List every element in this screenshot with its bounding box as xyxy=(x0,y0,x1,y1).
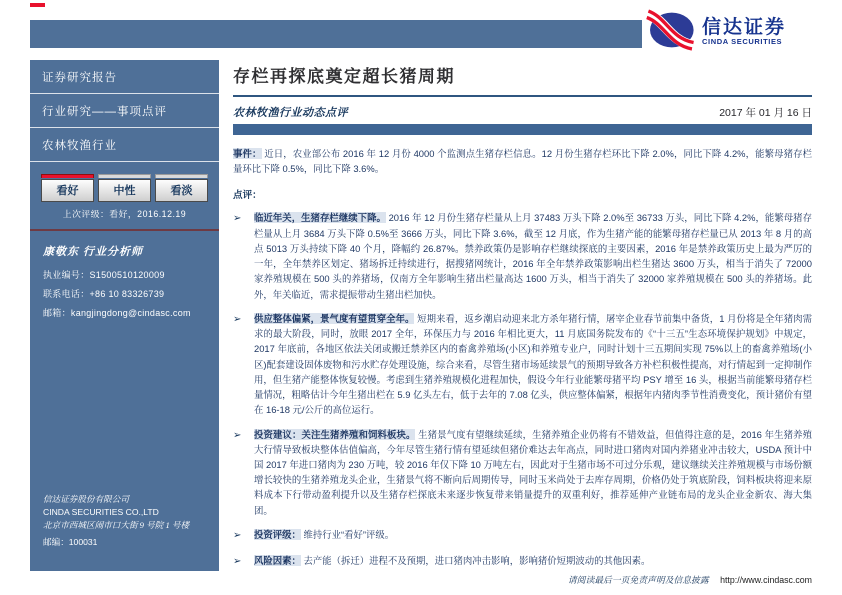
event-label: 事件： xyxy=(233,148,262,159)
company-block xyxy=(43,493,213,549)
analyst-name: 康敬东 行业分析师 xyxy=(43,246,144,258)
rating-selected-stripe xyxy=(41,174,94,178)
brand-logo xyxy=(646,9,814,55)
bullet-arrow-icon: ➢ xyxy=(233,213,242,225)
event-paragraph xyxy=(233,146,812,176)
subtitle-blue-bar xyxy=(233,124,812,135)
event-text: 近日，农业部公布 2016 年 12 月份 4000 个监测点生猪存栏信息。12 月份生猪存栏环比下降 2.0%，同比下降 4.2%，能繁母猪存栏量环比下降 0.5%，同比下降 3.6%。 xyxy=(233,148,812,175)
rating-selector xyxy=(41,174,208,202)
brand-name-en: CINDA SECURITIES xyxy=(702,37,783,47)
comment-bullet: ➢ 供应整体偏紧，景气度有望贯穿全年。 短期来看，返乡潮启动迎来北方杀年猪行情，屠宰企业春节前集中备货，1 月份将是全年猪肉需求的最大阶段，同时，放眼 2017 全年，环保压力与 2016 年相比更大，11 月底国务院发布的《“十三五”生态环境保护规划》中规定，2017 年底前，各地区依法关闭或搬迁禁养区内的畜禽养殖场(小区)和养殖专业户，同时计划十三五期间实现 75%以上的畜禽养殖场(小区)配套建设固体废物和污水贮存处理设施，综合来看，尽管生猪市场延续景气的预期导致各方补栏积极性提高，对行情起到一定抑制作用，但生猪产能整体恢复较慢。考虑到生猪养殖规模化进程加快，假设今年行业能繁母猪平均 PSY 增至 16 头，根据当前能繁母猪存栏量情况，粗略估计今年生猪出栏在 5.9 亿头左右，低于去年的 7.08 亿头，供应整体偏紧，根据年内猪肉季节性消费变化，预计猪价有望在 16-18 元/公斤的高位运行。 xyxy=(233,311,812,418)
page-corner-mark xyxy=(30,3,45,7)
page-footer xyxy=(568,573,812,586)
analyst-block xyxy=(30,231,219,319)
header-blue-bar xyxy=(30,20,642,48)
rating-stripe xyxy=(98,174,151,178)
bullet-arrow-icon: ➢ xyxy=(233,429,242,441)
comment-bullet: ➢ 投资建议：关注生猪养殖和饲料板块。 生猪景气度有望继续延续，生猪养殖企业仍将有不错效益，但值得注意的是，2016 年生猪养殖大行情导致板块整体估值偏高，今年尽管生猪行情有望延续但猪价难达去年高点，同时进口猪肉对国内养猪业冲击较大，USDA 预计中国 2017 年进口猪肉为 230 万吨，较 2016 年仅下降 10 万吨左右，因此对于生猪市场不可过分乐观，建议继续关注养殖规模与市场份额增长较快的生猪养殖龙头企业，生猪景气将不断向后周期传导，同时玉米尚处于去库存周期，价格仍处于筑底阶段，饲料板块将迎来原料成本下行带动盈利提升以及生猪存栏探底未来逐步恢复带来销量提升的双重利好，推荐延伸产业链布局的龙头企业金新农、海大集团。 xyxy=(233,427,812,518)
report-body xyxy=(233,62,812,570)
rating-option-positive[interactable]: 看好 xyxy=(41,174,94,202)
company-address: 北京市西城区闹市口大街 9 号院 1 号楼 xyxy=(43,520,190,531)
sidebar-item-industry: 农林牧渔行业 xyxy=(30,128,219,162)
page-title: 存栏再探底奠定超长猪周期 xyxy=(233,67,455,86)
analyst-email[interactable]: 邮箱：kangjingdong@cindasc.com xyxy=(43,308,191,318)
bullet-arrow-icon: ➢ xyxy=(233,529,242,541)
disclaimer-note: 请阅读最后一页免责声明及信息披露 xyxy=(567,575,709,585)
company-url-link[interactable]: http://www.cindasc.com xyxy=(720,575,812,585)
title-divider xyxy=(233,95,812,97)
sidebar-item-report-type: 证券研究报告 xyxy=(30,60,219,94)
risk-bullet: ➢ 风险因素： 去产能（拆迁）进程不及预期，进口猪肉冲击影响，影响猪价短期波动的其他因素。 xyxy=(233,553,812,570)
rating-option-negative[interactable]: 看淡 xyxy=(155,174,208,202)
rating-stripe xyxy=(155,174,208,178)
bullet-arrow-icon: ➢ xyxy=(233,313,242,325)
company-postcode: 邮编：100031 xyxy=(43,536,98,547)
rating-bullet: ➢ 投资评级： 维持行业“看好”评级。 xyxy=(233,527,812,544)
bullet-arrow-icon: ➢ xyxy=(233,556,242,568)
cinda-swoosh-icon xyxy=(646,8,696,57)
comment-label: 点评： xyxy=(233,190,262,202)
comment-bullet: ➢ 临近年关，生猪存栏继续下降。 2016 年 12 月份生猪存栏量从上月 37483 万头下降 2.0%至 36733 万头，同比下降 4.2%，能繁母猪存栏量从上月 3684 万头下降 0.5%至 3666 万头，同比下降 3.6%，截至 12 月底，作为生猪产能的能繁母猪存栏量已从 2013 年 8 月的高点 5013 万头持续下降 40 个月，降幅约 26.87%。禁养政策仍是影响存栏继续探底的主要因素，2016 年是禁养政策历史上最为严厉的一年，全年禁养区划定、猪场拆迁持续进行，据搜猪网统计，2016 年全年禁养政策影响出栏生猪达 3600 万头，相当于消失了 72000 家养殖规模在 500 头的养猪场，仅南方全年影响生猪出栏量高达 1600 万头，相当于消失了 32000 家养殖规模在 500 头的养猪场。此外，年关临近，需求提振带动生猪出栏加快。 xyxy=(233,210,812,301)
company-name-cn: 信达证券股份有限公司 xyxy=(43,493,129,504)
report-subtitle: 农林牧渔行业动态点评 xyxy=(233,107,348,119)
report-sidebar xyxy=(30,60,219,571)
rating-option-neutral[interactable]: 中性 xyxy=(98,174,151,202)
analyst-license: 执业编号：S1500510120009 xyxy=(43,270,165,280)
sidebar-item-research-type: 行业研究——事项点评 xyxy=(30,94,219,128)
analyst-phone: 联系电话：+86 10 83326739 xyxy=(43,289,165,299)
brand-name-cn: 信达证券 xyxy=(702,17,787,39)
report-date: 2017 年 01 月 16 日 xyxy=(719,107,812,119)
last-rating-note: 上次评级：看好，2016.12.19 xyxy=(62,209,187,219)
company-name-en: CINDA SECURITIES CO.,LTD xyxy=(43,507,159,518)
